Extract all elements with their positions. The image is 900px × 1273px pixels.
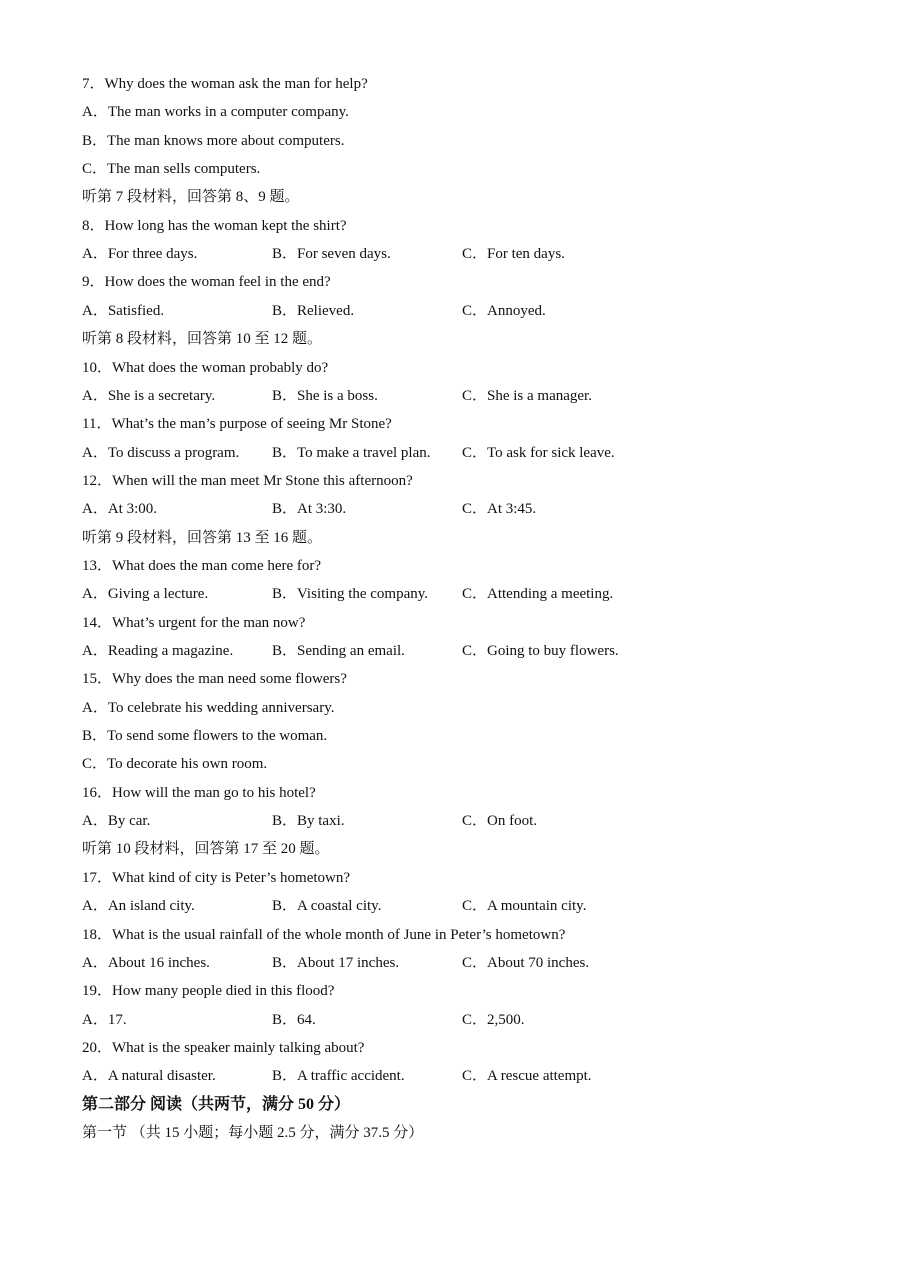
answer-option: C．2,500. <box>462 1011 525 1028</box>
answer-option: A．For three days. <box>82 246 198 263</box>
answer-option: B．To make a travel plan. <box>272 444 431 461</box>
answer-option: B．A coastal city. <box>272 898 382 915</box>
answer-option: B．At 3:30. <box>272 501 347 518</box>
answer-option: C．Annoyed. <box>462 302 546 319</box>
question-text: 13．What does the man come here for? <box>82 557 322 574</box>
question-text: 14．What’s urgent for the man now? <box>82 614 306 631</box>
question-text: 7．Why does the woman ask the man for help? <box>82 76 368 92</box>
question-text: 8．How long has the woman kept the shirt? <box>82 217 347 234</box>
answer-option: A．Satisfied. <box>82 302 165 319</box>
section-instruction: 听第 7 段材料，回答第 8、9 题。 <box>82 189 300 206</box>
section-instruction: 听第 9 段材料，回答第 13 至 16 题。 <box>82 529 323 546</box>
answer-option: A．About 16 inches. <box>82 954 210 971</box>
answer-option: C．On foot. <box>462 813 538 830</box>
answer-option: B．She is a boss. <box>272 387 378 404</box>
answer-option: A．To discuss a program. <box>82 444 240 461</box>
answer-option: C．Going to buy flowers. <box>462 643 619 659</box>
section-instruction: 听第 8 段材料，回答第 10 至 12 题。 <box>82 331 323 348</box>
section-instruction: 听第 10 段材料，回答第 17 至 20 题。 <box>82 841 330 858</box>
answer-option: A．She is a secretary. <box>82 387 216 404</box>
answer-option: B．A traffic accident. <box>272 1068 405 1085</box>
question-text: 15．Why does the man need some flowers? <box>82 671 347 688</box>
answer-option: B．By taxi. <box>272 813 345 830</box>
option-text: C．To decorate his own room. <box>82 756 268 773</box>
answer-option: B．Sending an email. <box>272 643 405 659</box>
answer-option: B．Relieved. <box>272 302 355 319</box>
question-text: 16．How will the man go to his hotel? <box>82 784 316 801</box>
question-text: 12．When will the man meet Mr Stone this afternoon? <box>82 472 413 489</box>
answer-option: C．A mountain city. <box>462 898 587 915</box>
answer-option: A．Giving a lecture. <box>82 586 209 603</box>
answer-option: A．By car. <box>82 813 151 830</box>
answer-option: C．For ten days. <box>462 246 565 263</box>
question-text: 10．What does the woman probably do? <box>82 359 329 376</box>
answer-option: A．Reading a magazine. <box>82 643 234 659</box>
option-text: B．The man knows more about computers. <box>82 132 345 149</box>
question-text: 18．What is the usual rainfall of the whole month of June in Peter’s hometown? <box>82 926 566 943</box>
answer-option: B．For seven days. <box>272 246 391 263</box>
question-text: 9．How does the woman feel in the end? <box>82 274 331 291</box>
section-heading: 第二部分 阅读（共两节，满分 50 分） <box>82 1095 351 1113</box>
section-instruction: 第一节 （共 15 小题；每小题 2.5 分，满分 37.5 分） <box>82 1124 424 1141</box>
answer-option: C．To ask for sick leave. <box>462 444 615 461</box>
question-text: 20．What is the speaker mainly talking about? <box>82 1039 365 1056</box>
answer-option: B．64. <box>272 1011 316 1028</box>
answer-option: C．At 3:45. <box>462 501 537 518</box>
answer-option: A．An island city. <box>82 898 195 915</box>
answer-option: A．At 3:00. <box>82 501 158 518</box>
option-text: A．To celebrate his wedding anniversary. <box>82 699 335 716</box>
answer-option: C．She is a manager. <box>462 387 592 404</box>
question-text: 11．What’s the man’s purpose of seeing Mr Stone? <box>82 416 392 433</box>
option-text: B．To send some flowers to the woman. <box>82 728 328 745</box>
answer-option: C．A rescue attempt. <box>462 1068 592 1085</box>
answer-option: B．About 17 inches. <box>272 954 400 971</box>
option-text: A．The man works in a computer company. <box>82 104 349 121</box>
question-text: 19．How many people died in this flood? <box>82 983 335 1000</box>
answer-option: C．About 70 inches. <box>462 954 590 971</box>
answer-option: A．17. <box>82 1011 127 1028</box>
answer-option: A．A natural disaster. <box>82 1068 216 1085</box>
answer-option: B．Visiting the company. <box>272 586 429 603</box>
question-text: 17．What kind of city is Peter’s hometown? <box>82 869 351 886</box>
answer-option: C．Attending a meeting. <box>462 586 614 603</box>
option-text: C．The man sells computers. <box>82 161 261 178</box>
